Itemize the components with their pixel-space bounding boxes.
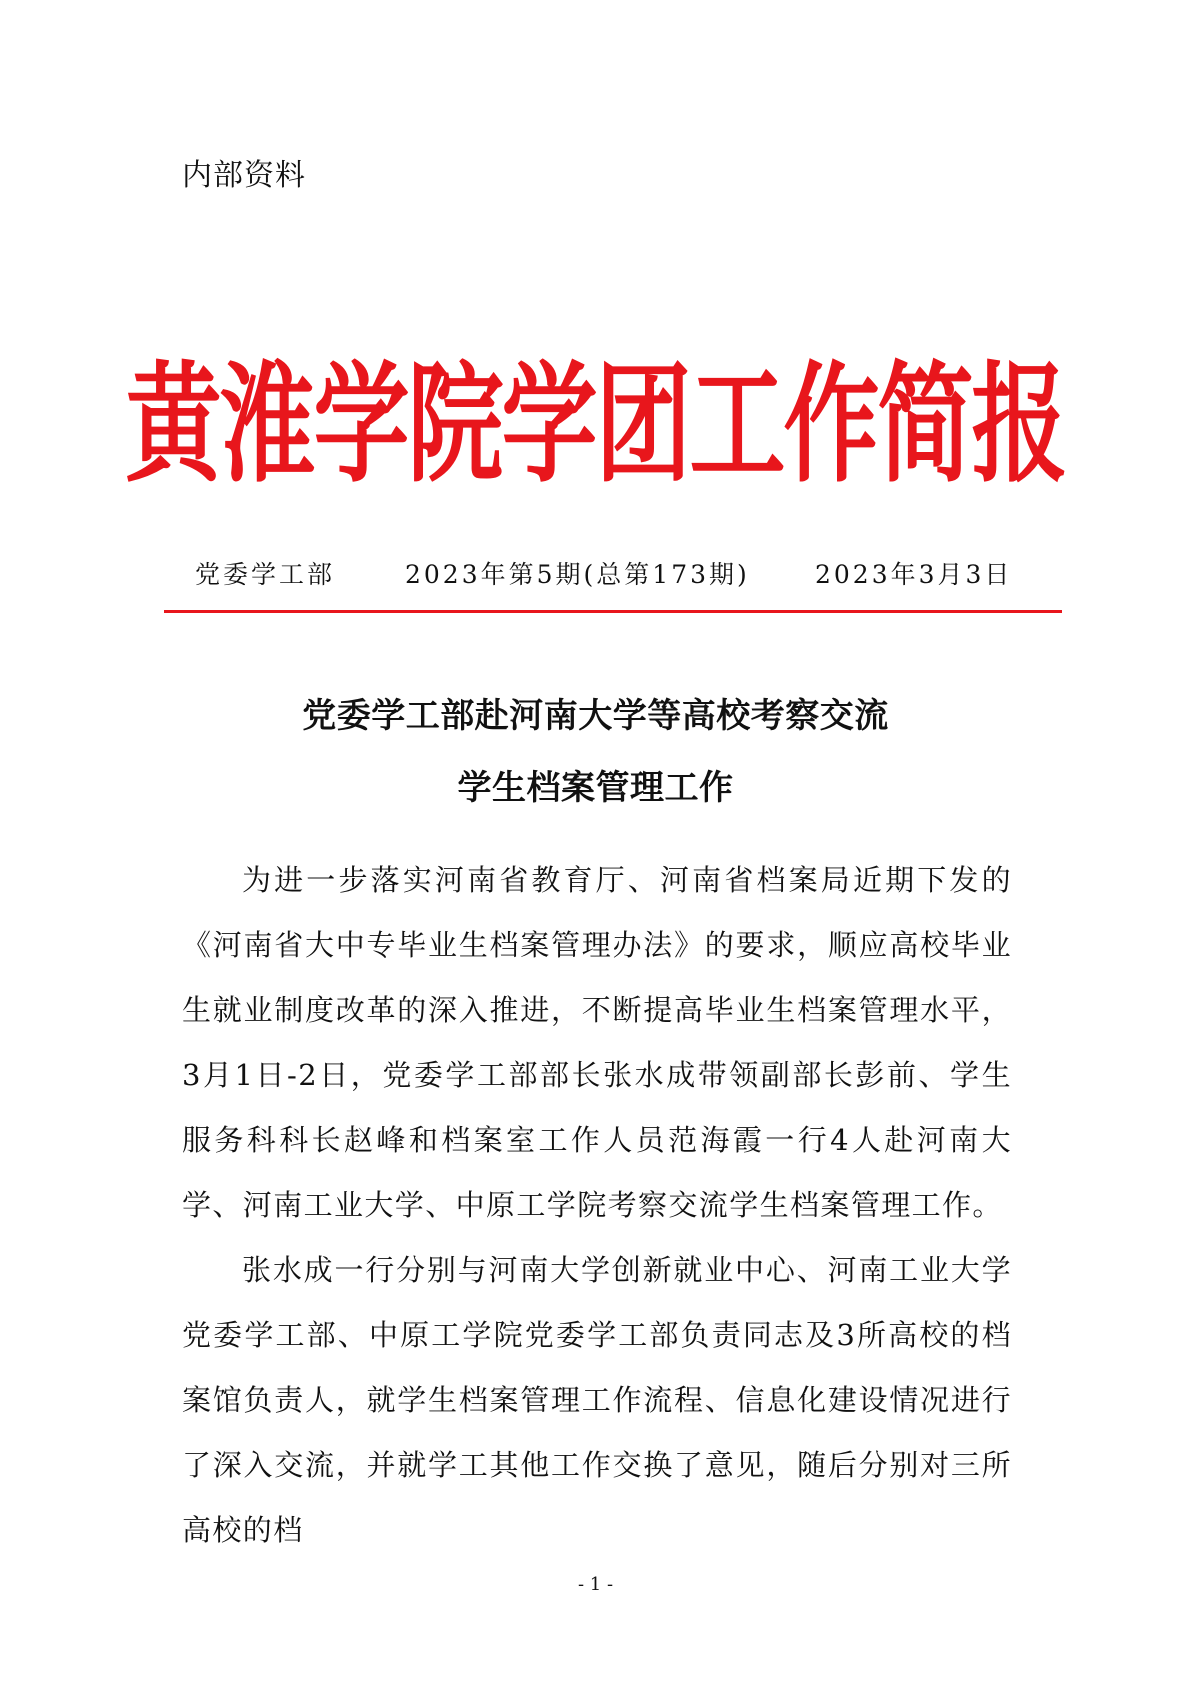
classification-label: 内部资料 — [182, 158, 306, 193]
article-paragraph: 为进一步落实河南省教育厅、河南省档案局近期下发的《河南省大中专毕业生档案管理办法》的要求，顺应高校毕业生就业制度改革的深入推进，不断提高毕业生档案管理水平，3月1日-2日，党委学工部部长张水成带领副部长彭前、学生服务科科长赵峰和档案室工作人员范海霞一行4人赴河南大学、河南工业大学、中原工学院考察交流学生档案管理工作。 — [182, 863, 1012, 1222]
article-title-line-2: 学生档案管理工作 — [457, 768, 734, 808]
issue-date: 2023年3月3日 — [815, 560, 1013, 589]
issue-number: 2023年第5期(总第173期) — [405, 560, 750, 589]
masthead-title: 黄淮学院学团工作简报 — [125, 347, 1066, 501]
red-divider-line — [164, 610, 1062, 613]
article-body — [182, 848, 1012, 1563]
article-title-line-1: 党委学工部赴河南大学等高校考察交流 — [302, 696, 889, 736]
page-number: - 1 - — [577, 1574, 614, 1595]
article-paragraph: 张水成一行分别与河南大学创新就业中心、河南工业大学党委学工部、中原工学院党委学工部负责同志及3所高校的档案馆负责人，就学生档案管理工作流程、信息化建设情况进行了深入交流，并就学工其他工作交换了意见，随后分别对三所高校的档 — [182, 1253, 1012, 1547]
issuing-department: 党委学工部 — [195, 560, 336, 589]
issue-info-line — [195, 555, 1015, 591]
